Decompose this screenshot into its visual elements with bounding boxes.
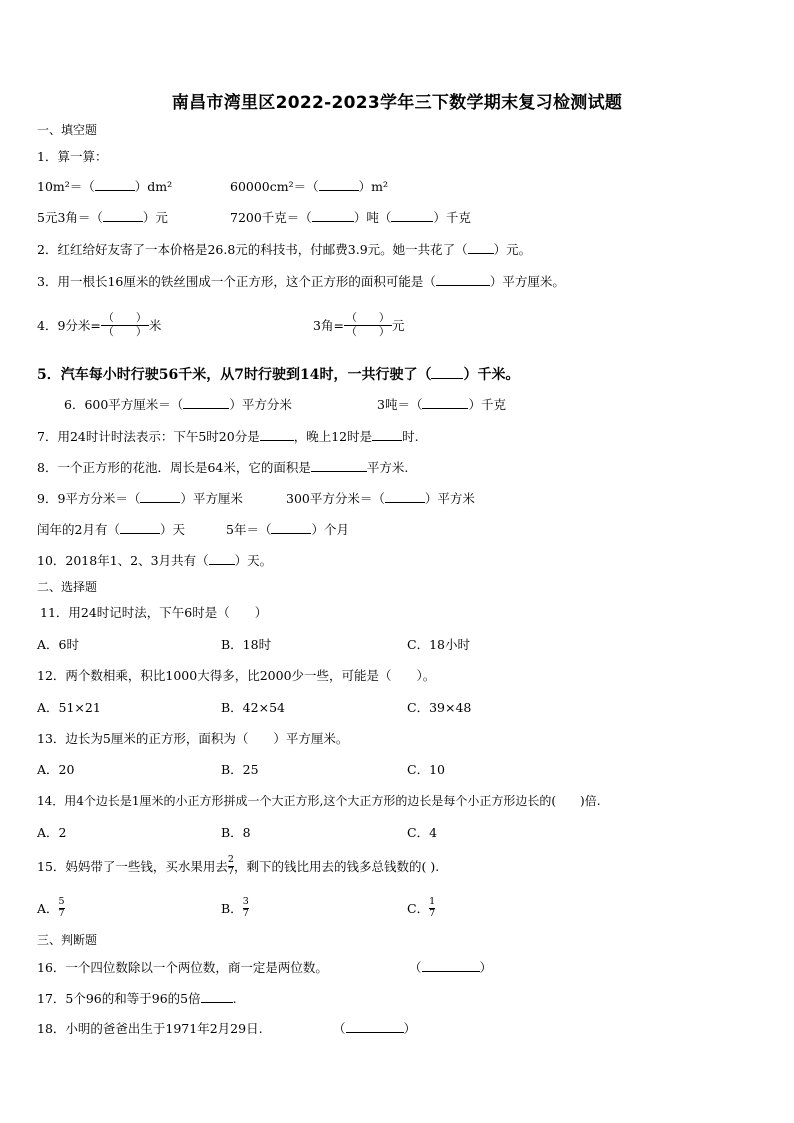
q4-b-text1: 3角= xyxy=(313,318,344,333)
q6-b-text2: ）千克 xyxy=(468,397,506,412)
q13-option-c[interactable]: C．10 xyxy=(407,762,445,777)
page-title: 南昌市湾里区2022-2023学年三下数学期末复习检测试题 xyxy=(171,93,623,113)
q3-text2: ）平方厘米。 xyxy=(489,274,565,289)
question-4-b xyxy=(313,304,404,346)
answer-blank[interactable] xyxy=(140,490,180,503)
question-9-a xyxy=(37,489,243,507)
question-5 xyxy=(37,364,519,384)
question-1-a xyxy=(37,177,172,195)
q18-text: 18．小明的爸爸出生于1971年2月29日. xyxy=(37,1021,263,1036)
option-label: B． xyxy=(221,901,243,916)
question-7 xyxy=(37,427,419,445)
answer-blank[interactable] xyxy=(311,459,367,472)
answer-blank[interactable] xyxy=(372,428,402,441)
answer-blank[interactable] xyxy=(422,396,468,409)
question-10 xyxy=(37,551,272,569)
q8-text2: 平方米. xyxy=(366,460,409,475)
q14-option-c[interactable]: C．4 xyxy=(407,825,438,840)
q12-option-a[interactable]: A．51×21 xyxy=(37,700,101,715)
q4-a-text2: 米 xyxy=(148,318,162,333)
bracket-close: ） xyxy=(403,1021,417,1036)
answer-blank[interactable] xyxy=(103,209,143,222)
q8-text1: 8．一个正方形的花池．周长是64米，它的面积是 xyxy=(37,460,311,475)
q15-option-b[interactable] xyxy=(221,892,249,924)
option-fraction xyxy=(59,897,65,919)
answer-blank[interactable] xyxy=(319,178,359,191)
section-fill-blank: 一、填空题 xyxy=(37,123,98,137)
q9-d-text1: 5年＝（ xyxy=(226,522,272,537)
answer-blank[interactable] xyxy=(120,521,160,534)
question-1-b xyxy=(230,177,388,195)
section-multiple-choice: 二、选择题 xyxy=(37,580,98,594)
q17-text1: 17．5个96的和等于96的5倍 xyxy=(37,991,201,1006)
q6-a-text2: ）平方分米 xyxy=(229,397,292,412)
q1-d-text2: ）吨（ xyxy=(353,210,392,225)
q14-option-b[interactable]: B．8 xyxy=(221,825,251,840)
q6-a-text1: 6．600平方厘米＝（ xyxy=(64,397,184,412)
q6-b-text1: 3吨＝（ xyxy=(377,397,423,412)
bracket-open: （ xyxy=(333,1021,346,1036)
q3-text1: 3．用一根长16厘米的铁丝围成一个正方形，这个正方形的面积可能是（ xyxy=(37,274,436,289)
q11-option-c[interactable]: C．18小时 xyxy=(407,637,470,652)
q15-option-a[interactable] xyxy=(37,892,65,924)
question-11: 11．用24时记时法，下午6时是（ ） xyxy=(40,605,268,620)
fraction-denominator: 7 xyxy=(429,907,436,919)
q1-d-text3: ）千克 xyxy=(433,210,471,225)
answer-blank[interactable] xyxy=(183,396,229,409)
answer-blank[interactable] xyxy=(422,959,480,972)
q17-text2: . xyxy=(232,991,237,1006)
fraction-numerator: （ ） xyxy=(345,311,390,325)
question-13: 13．边长为5厘米的正方形，面积为（ ）平方厘米。 xyxy=(37,731,349,746)
q11-option-b[interactable]: B．18时 xyxy=(221,637,272,652)
bracket-close: ） xyxy=(479,960,493,975)
question-6-a xyxy=(64,395,292,413)
q11-option-a[interactable]: A．6时 xyxy=(37,637,79,652)
question-16 xyxy=(37,958,328,976)
q5-text1: 5．汽车每小时行驶56千米，从7时行驶到14时，一共行驶了（ xyxy=(37,367,432,383)
q18-answer xyxy=(333,1019,416,1037)
q2-text2: ）元。 xyxy=(493,242,532,257)
question-1-c xyxy=(37,208,168,226)
answer-blank[interactable] xyxy=(312,209,354,222)
q15-text1: 15．妈妈带了一些钱，买水果用去 xyxy=(37,859,228,874)
q1-c-text2: ）元 xyxy=(142,210,168,225)
question-1-d xyxy=(230,208,471,226)
q13-option-a[interactable]: A．20 xyxy=(37,762,75,777)
q15-text2: ，剩下的钱比用去的钱多总钱数的( ). xyxy=(233,859,440,874)
question-9-d xyxy=(226,520,349,538)
question-6-b xyxy=(377,395,506,413)
q9-c-text1: 闰年的2月有（ xyxy=(37,522,120,537)
fraction-numerator: 1 xyxy=(429,896,436,908)
fraction-numerator: 2 xyxy=(227,854,234,866)
answer-blank[interactable] xyxy=(436,273,490,286)
question-1-head: 1．算一算： xyxy=(37,149,108,164)
question-18 xyxy=(37,1019,263,1037)
q16-text: 16．一个四位数除以一个两位数，商一定是两位数。 xyxy=(37,960,328,975)
question-14: 14．用4个边长是1厘米的小正方形拼成一个大正方形,这个大正方形的边长是每个小正方形边长的( )倍. xyxy=(37,794,601,808)
option-label: C． xyxy=(407,901,430,916)
q9-a-text2: ）平方厘米 xyxy=(180,491,243,506)
q5-text2: ）千米。 xyxy=(463,367,520,383)
answer-blank[interactable] xyxy=(385,490,425,503)
option-label: A． xyxy=(37,901,59,916)
q9-b-text2: ）平方米 xyxy=(424,491,475,506)
q15-option-c[interactable] xyxy=(407,892,435,924)
question-8 xyxy=(37,458,408,476)
q7-text1: 7．用24时计时法表示：下午5时20分是 xyxy=(37,429,260,444)
q9-c-text2: ）天 xyxy=(159,522,185,537)
q9-a-text1: 9．9平方分米＝（ xyxy=(37,491,141,506)
q14-option-a[interactable]: A．2 xyxy=(37,825,67,840)
fraction-blank[interactable] xyxy=(101,312,149,337)
question-9-c xyxy=(37,520,185,538)
fraction-numerator: 3 xyxy=(242,896,249,908)
fraction-denominator: 7 xyxy=(58,907,65,919)
q16-answer xyxy=(409,958,492,976)
fraction-blank[interactable] xyxy=(344,312,392,337)
option-fraction xyxy=(429,897,435,919)
fraction-denominator: （ ） xyxy=(102,324,147,338)
q1-b-text2: ）m² xyxy=(358,179,389,194)
fraction-denominator: （ ） xyxy=(345,324,390,338)
q10-text2: ）天。 xyxy=(234,553,273,568)
question-2 xyxy=(37,240,531,258)
q7-text3: 时. xyxy=(402,429,419,444)
question-3 xyxy=(37,272,565,290)
q4-a-text1: 4．9分米= xyxy=(37,318,101,333)
q1-a-text2: ）dm² xyxy=(134,179,173,194)
q4-b-text2: 元 xyxy=(391,318,405,333)
q9-b-text1: 300平方分米＝（ xyxy=(286,491,385,506)
q9-d-text2: ）个月 xyxy=(311,522,349,537)
q1-a-text1: 10m²＝（ xyxy=(37,179,95,194)
q13-option-b[interactable]: B．25 xyxy=(221,762,259,777)
section-true-false: 三、判断题 xyxy=(37,933,98,947)
answer-blank[interactable] xyxy=(271,521,311,534)
answer-blank[interactable] xyxy=(260,428,294,441)
fraction-denominator: 7 xyxy=(227,865,234,877)
answer-blank[interactable] xyxy=(209,552,235,565)
q1-d-text1: 7200千克＝（ xyxy=(230,210,312,225)
bracket-open: （ xyxy=(409,960,422,975)
answer-blank[interactable] xyxy=(95,178,135,191)
question-17 xyxy=(37,989,237,1007)
answer-blank[interactable] xyxy=(431,364,463,379)
answer-blank[interactable] xyxy=(201,990,233,1003)
question-4-a xyxy=(37,304,161,346)
q12-option-c[interactable]: C．39×48 xyxy=(407,700,472,715)
question-9-b xyxy=(286,489,475,507)
q10-text1: 10．2018年1、2、3月共有（ xyxy=(37,553,209,568)
question-15 xyxy=(37,850,439,882)
q1-c-text1: 5元3角＝（ xyxy=(37,210,103,225)
fraction-numerator: （ ） xyxy=(102,311,147,325)
question-12: 12．两个数相乘，积比1000大得多，比2000少一些，可能是（ ）。 xyxy=(37,668,436,683)
q12-option-b[interactable]: B．42×54 xyxy=(221,700,285,715)
q7-text2: ，晚上12时是 xyxy=(293,429,373,444)
answer-blank[interactable] xyxy=(468,241,494,254)
q2-text1: 2．红红给好友寄了一本价格是26.8元的科技书，付邮费3.9元。她一共花了（ xyxy=(37,242,468,257)
answer-blank[interactable] xyxy=(346,1020,404,1033)
q1-b-text1: 60000cm²＝（ xyxy=(230,179,319,194)
option-fraction xyxy=(243,897,249,919)
fraction-denominator: 7 xyxy=(242,907,249,919)
fraction-numerator: 5 xyxy=(58,896,65,908)
answer-blank[interactable] xyxy=(391,209,433,222)
